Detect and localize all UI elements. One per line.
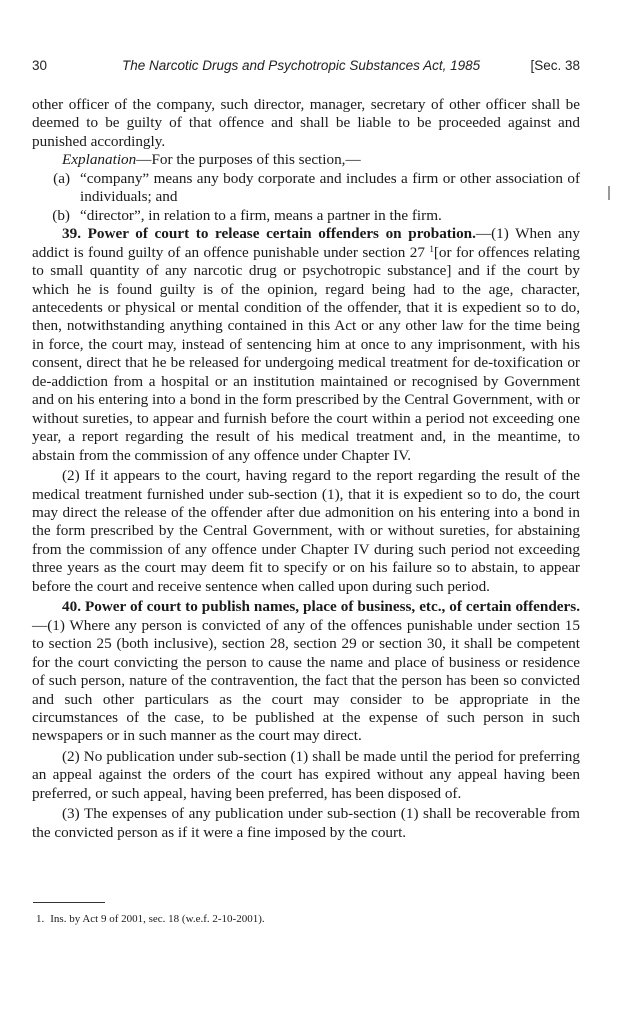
footnote: [36, 912, 576, 926]
section-40-text: —(1) Where any person is convicted of any of the offences punishable under section 15 to section 25 (both inclusive), section 28, section 29 or section 30, it shall be competent for the court convicting the person to cause the name and place of business or residence of such person, nature of the contravention, the fact that the person has been so convicted and such other particulars as the court may consider to be appropriate in the circumstances of the case, to be published at the expense of such person in such newspapers or in such manner as the court may direct.: [32, 616, 580, 745]
definition-item: [32, 170, 580, 207]
section-40-paragraph-3: (3) The expenses of any publication under sub-section (1) shall be recoverable from the convicted person as if it were a fine imposed by the court.: [32, 805, 580, 841]
section-40-paragraph-2: (2) No publication under sub-section (1) shall be made until the period for preferring an appeal against the orders of the court has expired without any appeal having been preferred, or such appeal, having been preferred, has been disposed of.: [32, 747, 580, 802]
definition-text: “director”, in relation to a firm, means a partner in the firm.: [80, 206, 442, 224]
definition-item: [32, 207, 580, 225]
explanation-label: Explanation: [62, 151, 137, 169]
footnote-divider: [33, 902, 105, 903]
definition-text: “company” means any body corporate and includes a firm or other association of individuals; and: [80, 169, 580, 206]
definition-label: (a): [53, 169, 70, 187]
section-reference: [Sec. 38: [530, 58, 580, 73]
running-title: The Narcotic Drugs and Psychotropic Substances Act, 1985: [122, 58, 481, 73]
footnote-number: 1.: [36, 913, 45, 925]
footnote-marker: 1: [429, 243, 434, 254]
section-39-paragraph-1: [32, 225, 580, 465]
scan-speck: [608, 186, 610, 200]
page-number: 30: [32, 58, 48, 73]
explanation-text: —For the purposes of this section,—: [136, 151, 361, 169]
section-39-paragraph-2: (2) If it appears to the court, having regard to the report regarding the result of the medical treatment furnished under sub-section (1), that it is expedient so to do, the court may direct the release of the offender after due admonition on his entering into a bond in the form prescribed by the Central Government, with or without sureties, for abstaining from the commission of any offence under Chapter IV during such period not exceeding three years as the court may deem fit to specify or on his failure so to abstain, to appear before the court and receive sentence when called upon during such period.: [32, 467, 580, 595]
body-text: [32, 96, 580, 842]
section-39-heading: 39. Power of court to release certain offenders on probation.: [62, 225, 476, 243]
running-header: [32, 58, 580, 80]
section-39-text-a: —(1) When any addict is found guilty of an offence punishable under section 27: [32, 225, 580, 261]
definition-label: (b): [52, 206, 70, 224]
section-40-heading: 40. Power of court to publish names, place of business, etc., of certain offenders.: [62, 598, 580, 616]
continued-paragraph: other officer of the company, such director, manager, secretary of other officer shall be deemed to be guilty of that offence and shall be liable to be proceeded against and punished accordingly.: [32, 96, 580, 150]
section-39-text-b: [or for offences relating to small quantity of any narcotic drug or psychotropic substance] and if the court by which he is found guilty is of the opinion, regard being had to the age, character, antecedents or physical or mental condition of the offender, that it is expedient so to do, then, notwithstanding anything contained in this Act or any other law for the time being in force, the court may, instead of sentencing him at once to any imprisonment, with his consent, direct that he be released for undergoing medical treatment for de-toxification or de-addiction from a hospital or an institution maintained or recognised by Government and on his entering into a bond in the form prescribed by the Central Government, with or without sureties, to appear and furnish before the court within a period not exceeding one year, a report regarding the result of his medical treatment and, in the meantime, to abstain from the commission of any offence under Chapter IV.: [32, 243, 581, 464]
section-40-paragraph-1: [32, 598, 580, 746]
footnote-text: Ins. by Act 9 of 2001, sec. 18 (w.e.f. 2-10-2001).: [50, 913, 265, 925]
explanation-paragraph: [32, 151, 580, 169]
